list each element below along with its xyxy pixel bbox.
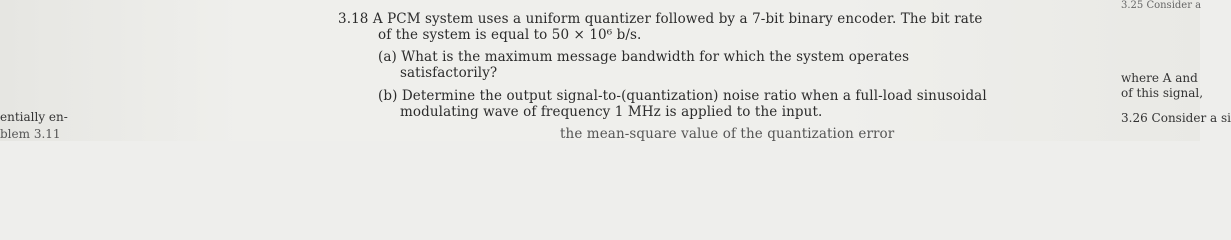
problem-3-18-part-b-line-1: (b) Determine the output signal-to-(quantization) noise ratio when a full-load sinusoidal — [378, 88, 987, 104]
problem-3-18-part-b-line-2: modulating wave of frequency 1 MHz is applied to the input. — [400, 104, 823, 120]
problem-3-18-line-2: of the system is equal to 50 × 10⁶ b/s. — [378, 27, 642, 43]
left-column-line-2: blem 3.11 — [0, 127, 61, 141]
cutoff-text-line: the mean-square value of the quantization error — [560, 126, 895, 142]
right-column-line-1: where A and — [1121, 71, 1198, 85]
problem-3-18-part-a-line-2: satisfactorily? — [400, 65, 498, 81]
right-column-line-2: of this signal, — [1121, 86, 1204, 100]
right-column-top: 3.25 Consider a — [1121, 0, 1202, 11]
right-column-line-3: 3.26 Consider a si — [1121, 111, 1231, 125]
problem-3-18-part-a-line-1: (a) What is the maximum message bandwidth for which the system operates — [378, 49, 910, 65]
problem-3-18-line-1: 3.18 A PCM system uses a uniform quantizer followed by a 7-bit binary encoder. The bit rate — [338, 11, 983, 27]
left-column-line-1: entially en- — [0, 110, 68, 124]
